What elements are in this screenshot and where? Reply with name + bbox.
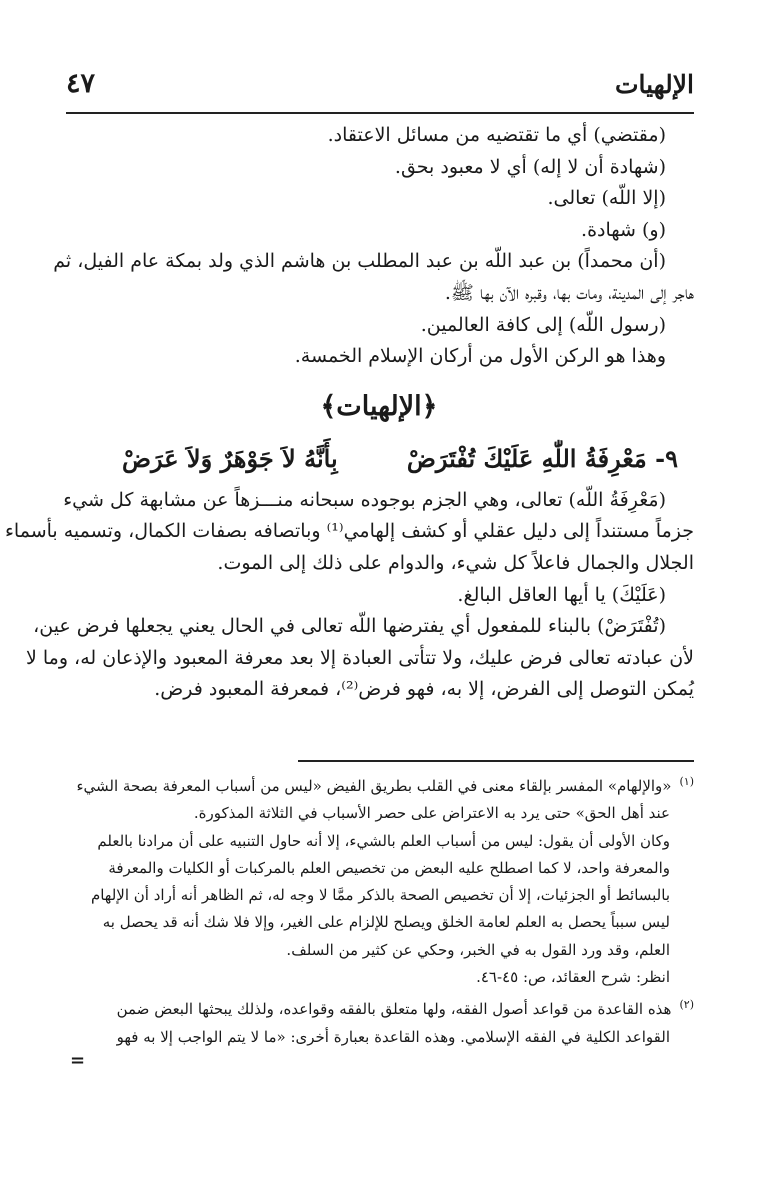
commentary-line: (عَلَيْكَ) يا أيها العاقل البالغ. xyxy=(457,583,666,606)
text-line: (مقتضي) أي ما تقتضيه من مسائل الاعتقاد. xyxy=(327,124,666,146)
text-line: (و) شهادة. xyxy=(581,218,666,241)
footnote-marker: (٢) xyxy=(679,998,694,1012)
footnote-line xyxy=(64,991,694,1023)
footnote-marker: (١) xyxy=(679,775,694,788)
footnote-line: وكان الأولى أن يقول: ليس من أسباب العلم بالشيء، إلا أنه حاول التنبيه على أن مرادنا بالعلم xyxy=(97,831,670,850)
footnote-line: بالبسائط أو الجزئيات، إلا أن تخصيص الصحة بالذكر ممَّا لا وجه له، ثم الظاهر أنه أراد أن الإلهام xyxy=(90,886,670,905)
text-line: (أن محمداً) بن عبد اللّه بن عبد المطلب بن هاشم الذي ولد بمكة عام الفيل، ثم xyxy=(53,250,666,273)
running-title: الإلهيات xyxy=(614,70,694,99)
verse-hemistich-first: ٩- مَعْرِفَةُ اللّٰهِ عَلَيْكَ تُفْتَرَضْ xyxy=(406,443,678,473)
commentary-line: (تُفْتَرَضْ) بالبناء للمفعول أي يفترضها اللّه تعالى في الحال يعني يجعلها فرض عين، xyxy=(33,615,666,638)
commentary-line: الجلال والجمال فاعلاً كل شيء، والدوام على ذلك إلى الموت. xyxy=(217,551,694,574)
text-line: وهذا هو الركن الأول من أركان الإسلام الخمسة. xyxy=(294,345,666,368)
footnote-line xyxy=(64,768,694,800)
text-line: (شهادة أن لا إله) أي لا معبود بحق. xyxy=(394,155,666,178)
footnote-line: ليس سبباً يحصل به العلم لعامة الخلق ويصلح للإلزام على الغير، وإلا فلا شك أنه قد يحصل به xyxy=(102,913,670,932)
footnote-line: عند أهل الحق» حتى يرد به الاعتراض على حصر الأسباب في الثلاثة المذكورة. xyxy=(193,804,670,823)
verse-hemistich-second: بِأَنَّهُ لاَ جَوْهَرٌ وَلاَ عَرَضْ xyxy=(122,443,338,473)
footnote-line: العلم، وقد ورد القول به في الخبر، وحكي عن كثير من السلف. xyxy=(286,940,670,959)
header-rule xyxy=(66,112,694,114)
page-header xyxy=(66,62,694,110)
footnote-text: «والإلهام» المفسر بإلقاء معنى في القلب بطريق الفيض «ليس من أسباب المعرفة بصحة الشيء xyxy=(76,777,672,795)
main-text xyxy=(4,120,694,706)
text-line: (إلا اللّه) تعالى. xyxy=(547,187,666,210)
footnote-line: القواعد الكلية في الفقه الإسلامي. وهذه القاعدة بعبارة أخرى: «ما لا يتم الواجب إلا به فهو xyxy=(116,1027,670,1046)
footnote-line: والمعرفة واحد، لا كما اصطلح عليه البعض من تخصيص العلم بالمركبات أو الكليات والمعرفة xyxy=(108,858,670,877)
verse-line xyxy=(64,437,694,481)
commentary-line: (مَعْرِفَةُ اللّه) تعالى، وهي الجزم بوجوده سبحانه منـــزهاً عن مشابهة كل شيء xyxy=(63,488,666,511)
page-number: ٤٧ xyxy=(66,68,96,99)
commentary-line: يُمكن التوصل إلى الفرض، إلا به، فهو فرض⁽²⁾، فمعرفة المعبود فرض. xyxy=(154,678,694,701)
footnote-line: انظر: شرح العقائد، ص: ٤٥-٤٦. xyxy=(476,968,670,987)
commentary-line: جزماً مستنداً إلى دليل عقلي أو كشف إلهامي⁽¹⁾ وباتصافه بصفات الكمال، وتسميه بأسماء xyxy=(4,520,694,543)
continuation-mark: = xyxy=(70,1049,86,1071)
footnote-separator xyxy=(298,760,694,762)
section-heading: ﴿الإلهيات﴾ xyxy=(320,390,438,422)
footnotes xyxy=(64,768,694,1071)
text-line: (رسول اللّه) إلى كافة العالمين. xyxy=(420,313,666,336)
footnote-text: هذه القاعدة من قواعد أصول الفقه، ولها متعلق بالفقه وقواعده، ولذلك يبحثها البعض ضمن xyxy=(116,1000,672,1019)
text-line: هاجر إلى المدينة، ومات بها، وقبره الآن بها ﷺ. xyxy=(444,281,694,304)
commentary-line: لأن عبادته تعالى فرض عليك، ولا تتأتى العبادة إلا بعد معرفة المعبود والإذعان له، وما لا xyxy=(26,646,694,669)
